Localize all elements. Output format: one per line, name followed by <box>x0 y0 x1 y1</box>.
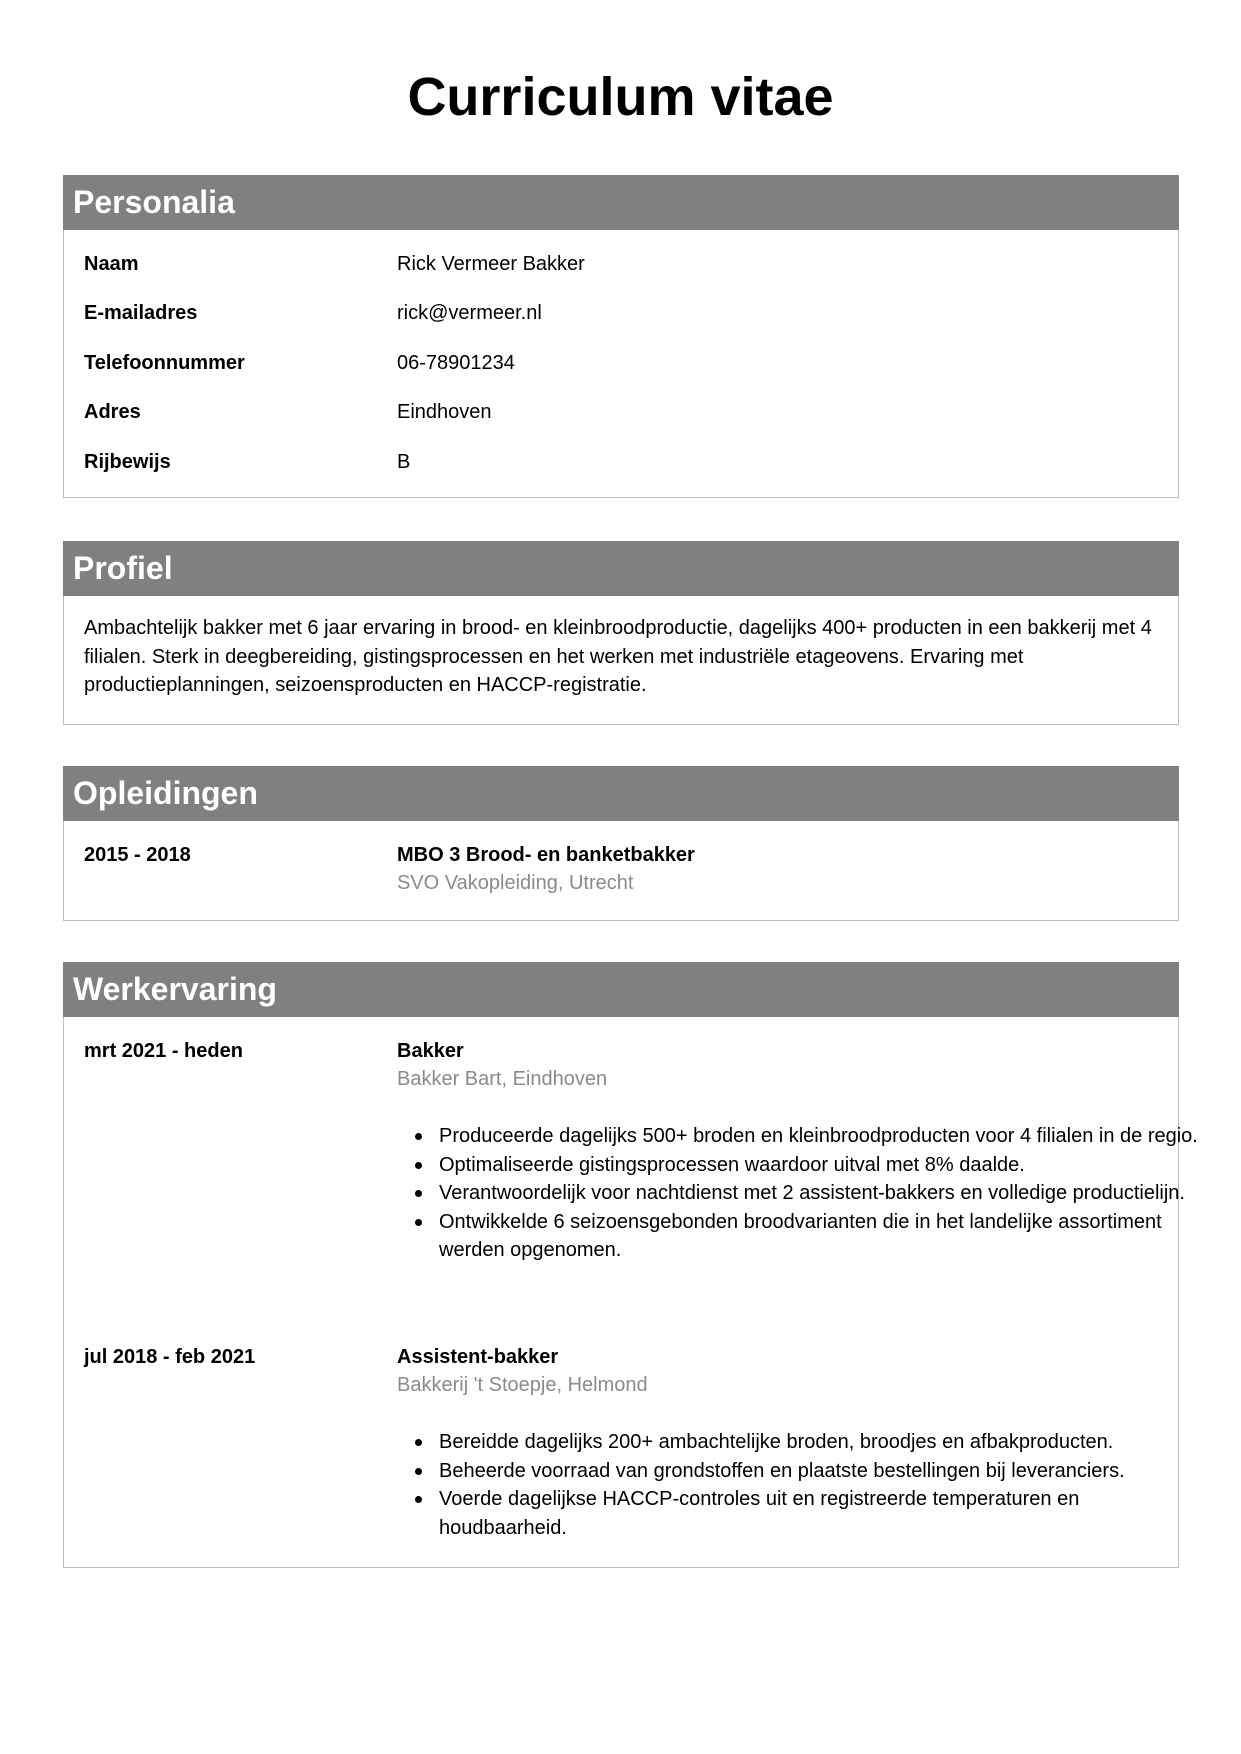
work-title: Assistent-bakker <box>397 1346 559 1368</box>
work-title: Bakker <box>397 1040 464 1062</box>
section-heading-werkervaring: Werkervaring <box>63 962 1179 1017</box>
row-value: B <box>397 451 411 473</box>
list-item: Ontwikkelde 6 seizoensgebonden broodvarianten die in het landelijke assortiment werden opgenomen. <box>439 1208 1199 1265</box>
section-profiel <box>63 541 1179 725</box>
list-item: Verantwoordelijk voor nachtdienst met 2 assistent-bakkers en volledige productielijn. <box>439 1179 1199 1208</box>
work-employer: Bakker Bart, Eindhoven <box>397 1068 608 1090</box>
list-item: Beheerde voorraad van grondstoffen en plaatste bestellingen bij leveranciers. <box>439 1457 1199 1486</box>
row-value: Rick Vermeer Bakker <box>397 253 585 275</box>
list-item: Optimaliseerde gistingsprocessen waardoor uitval met 8% daalde. <box>439 1151 1199 1180</box>
section-heading-profiel: Profiel <box>63 541 1179 596</box>
row-label: E-mailadres <box>84 302 198 324</box>
row-value: Eindhoven <box>397 401 492 423</box>
list-item: Bereidde dagelijks 200+ ambachtelijke broden, broodjes en afbakproducten. <box>439 1428 1199 1457</box>
section-heading-opleidingen: Opleidingen <box>63 766 1179 821</box>
page-title: Curriculum vitae <box>407 67 834 127</box>
profile-text: Ambachtelijk bakker met 6 jaar ervaring in brood- en kleinbroodproductie, dagelijks 400+ producten in een bakkerij met 4 filialen. Sterk in deegbereiding, gistingsprocessen en het werken met industriële etageovens. Ervaring met productieplanningen, seizoensproducten en HACCP-registratie. <box>84 617 1152 696</box>
section-werkervaring <box>63 962 1198 1568</box>
list-item: Voerde dagelijkse HACCP-controles uit en registreerde temperaturen en houdbaarheid. <box>439 1485 1199 1542</box>
education-school: SVO Vakopleiding, Utrecht <box>397 872 634 894</box>
education-title: MBO 3 Brood- en banketbakker <box>397 844 695 866</box>
work-period: jul 2018 - feb 2021 <box>84 1346 256 1368</box>
row-label: Naam <box>84 253 139 275</box>
work-employer: Bakkerij 't Stoepje, Helmond <box>397 1374 648 1396</box>
work-bullets <box>397 1428 1199 1542</box>
section-heading-personalia: Personalia <box>63 175 1179 230</box>
work-period: mrt 2021 - heden <box>84 1040 243 1062</box>
row-label: Adres <box>84 401 141 423</box>
row-value: 06-78901234 <box>397 352 515 374</box>
education-period: 2015 - 2018 <box>84 844 191 866</box>
section-personalia <box>63 175 1179 498</box>
section-opleidingen <box>63 766 1179 921</box>
row-label: Rijbewijs <box>84 451 171 473</box>
row-value: rick@vermeer.nl <box>397 302 542 324</box>
row-label: Telefoonnummer <box>84 352 245 374</box>
work-bullets <box>397 1122 1199 1265</box>
list-item: Produceerde dagelijks 500+ broden en kleinbroodproducten voor 4 filialen in de regio. <box>439 1122 1199 1151</box>
